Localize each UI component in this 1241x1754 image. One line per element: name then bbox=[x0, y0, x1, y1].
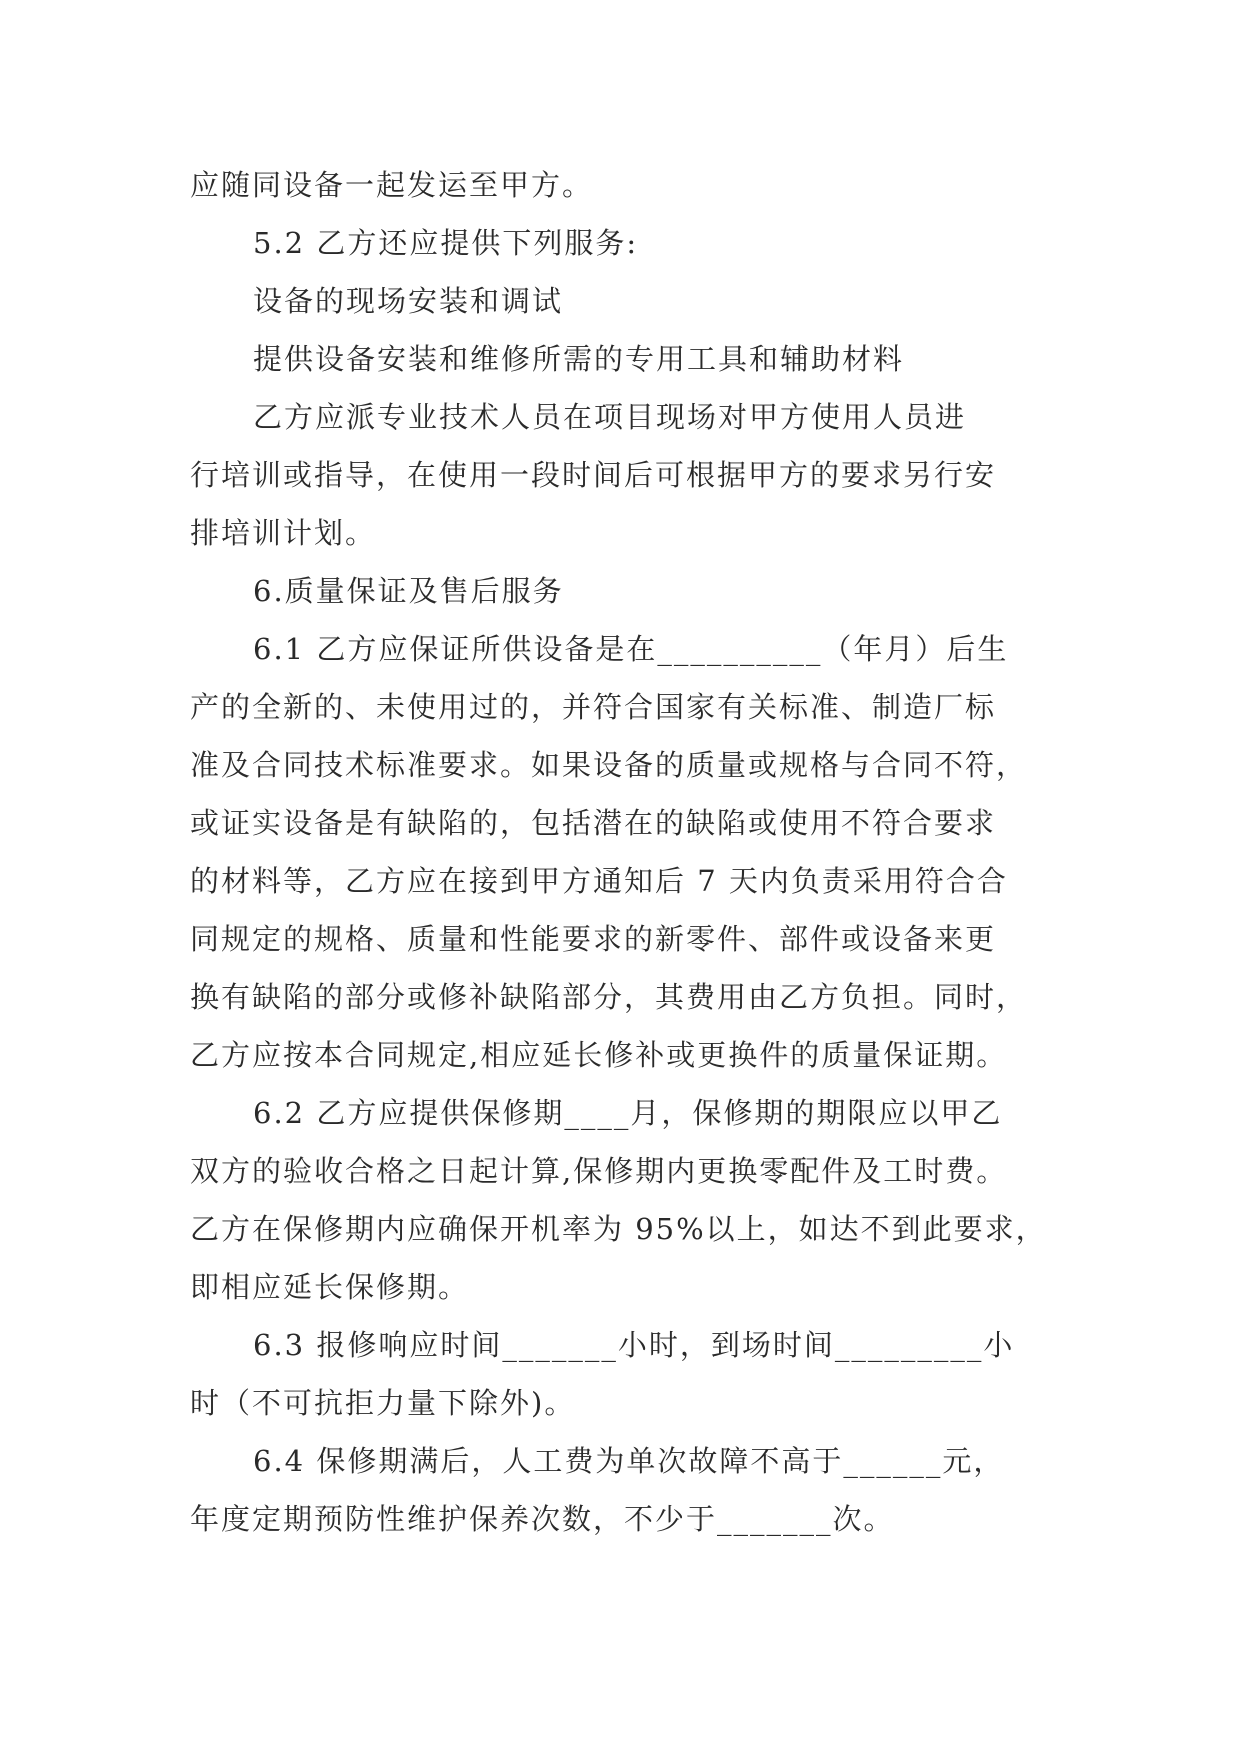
text-line: 即相应延长保修期。 bbox=[190, 1270, 470, 1304]
text-line: 乙方应按本合同规定,相应延长修补或更换件的质量保证期。 bbox=[190, 1038, 1008, 1072]
clause-6-1 bbox=[190, 620, 1070, 1084]
text-line: 乙方应派专业技术人员在项目现场对甲方使用人员进 bbox=[253, 400, 967, 434]
text-line: 行培训或指导，在使用一段时间后可根据甲方的要求另行安 bbox=[190, 458, 997, 492]
service-item-installation: 设备的现场安装和调试 bbox=[253, 284, 564, 318]
text-line: 排培训计划。 bbox=[190, 516, 377, 550]
text-line: 6.1 乙方应保证所供设备是在__________（年月）后生 bbox=[253, 632, 1009, 666]
clause-5-2-heading: 5.2 乙方还应提供下列服务: bbox=[253, 226, 639, 260]
text-line: 6.4 保修期满后，人工费为单次故障不高于______元， bbox=[253, 1444, 1005, 1478]
text-line: 乙方在保修期内应确保开机率为 95%以上，如达不到此要求， bbox=[190, 1212, 1047, 1246]
paragraph-shipping: 应随同设备一起发运至甲方。 bbox=[190, 168, 594, 202]
service-item-tools: 提供设备安装和维修所需的专用工具和辅助材料 bbox=[253, 342, 905, 376]
clause-6-4 bbox=[190, 1432, 1070, 1548]
text-line: 的材料等，乙方应在接到甲方通知后 7 天内负责采用符合合 bbox=[190, 864, 1008, 898]
document-body bbox=[190, 156, 1070, 1548]
section-6-heading: 6.质量保证及售后服务 bbox=[253, 574, 564, 608]
text-line: 双方的验收合格之日起计算,保修期内更换零配件及工时费。 bbox=[190, 1154, 1008, 1188]
text-line: 6.2 乙方应提供保修期____月，保修期的期限应以甲乙 bbox=[253, 1096, 1003, 1130]
clause-6-3 bbox=[190, 1316, 1070, 1432]
paragraph-training bbox=[190, 388, 1070, 562]
text-line: 年度定期预防性维护保养次数，不少于_______次。 bbox=[190, 1502, 895, 1536]
text-line: 6.3 报修响应时间_______小时，到场时间_________小 bbox=[253, 1328, 1015, 1362]
text-line: 或证实设备是有缺陷的，包括潜在的缺陷或使用不符合要求 bbox=[190, 806, 997, 840]
text-line: 产的全新的、未使用过的，并符合国家有关标准、制造厂标 bbox=[190, 690, 997, 724]
text-line: 换有缺陷的部分或修补缺陷部分，其费用由乙方负担。同时， bbox=[190, 980, 1028, 1014]
clause-6-2 bbox=[190, 1084, 1070, 1316]
text-line: 同规定的规格、质量和性能要求的新零件、部件或设备来更 bbox=[190, 922, 997, 956]
text-line: 准及合同技术标准要求。如果设备的质量或规格与合同不符， bbox=[190, 748, 1028, 782]
text-line: 时（不可抗拒力量下除外)。 bbox=[190, 1386, 576, 1420]
